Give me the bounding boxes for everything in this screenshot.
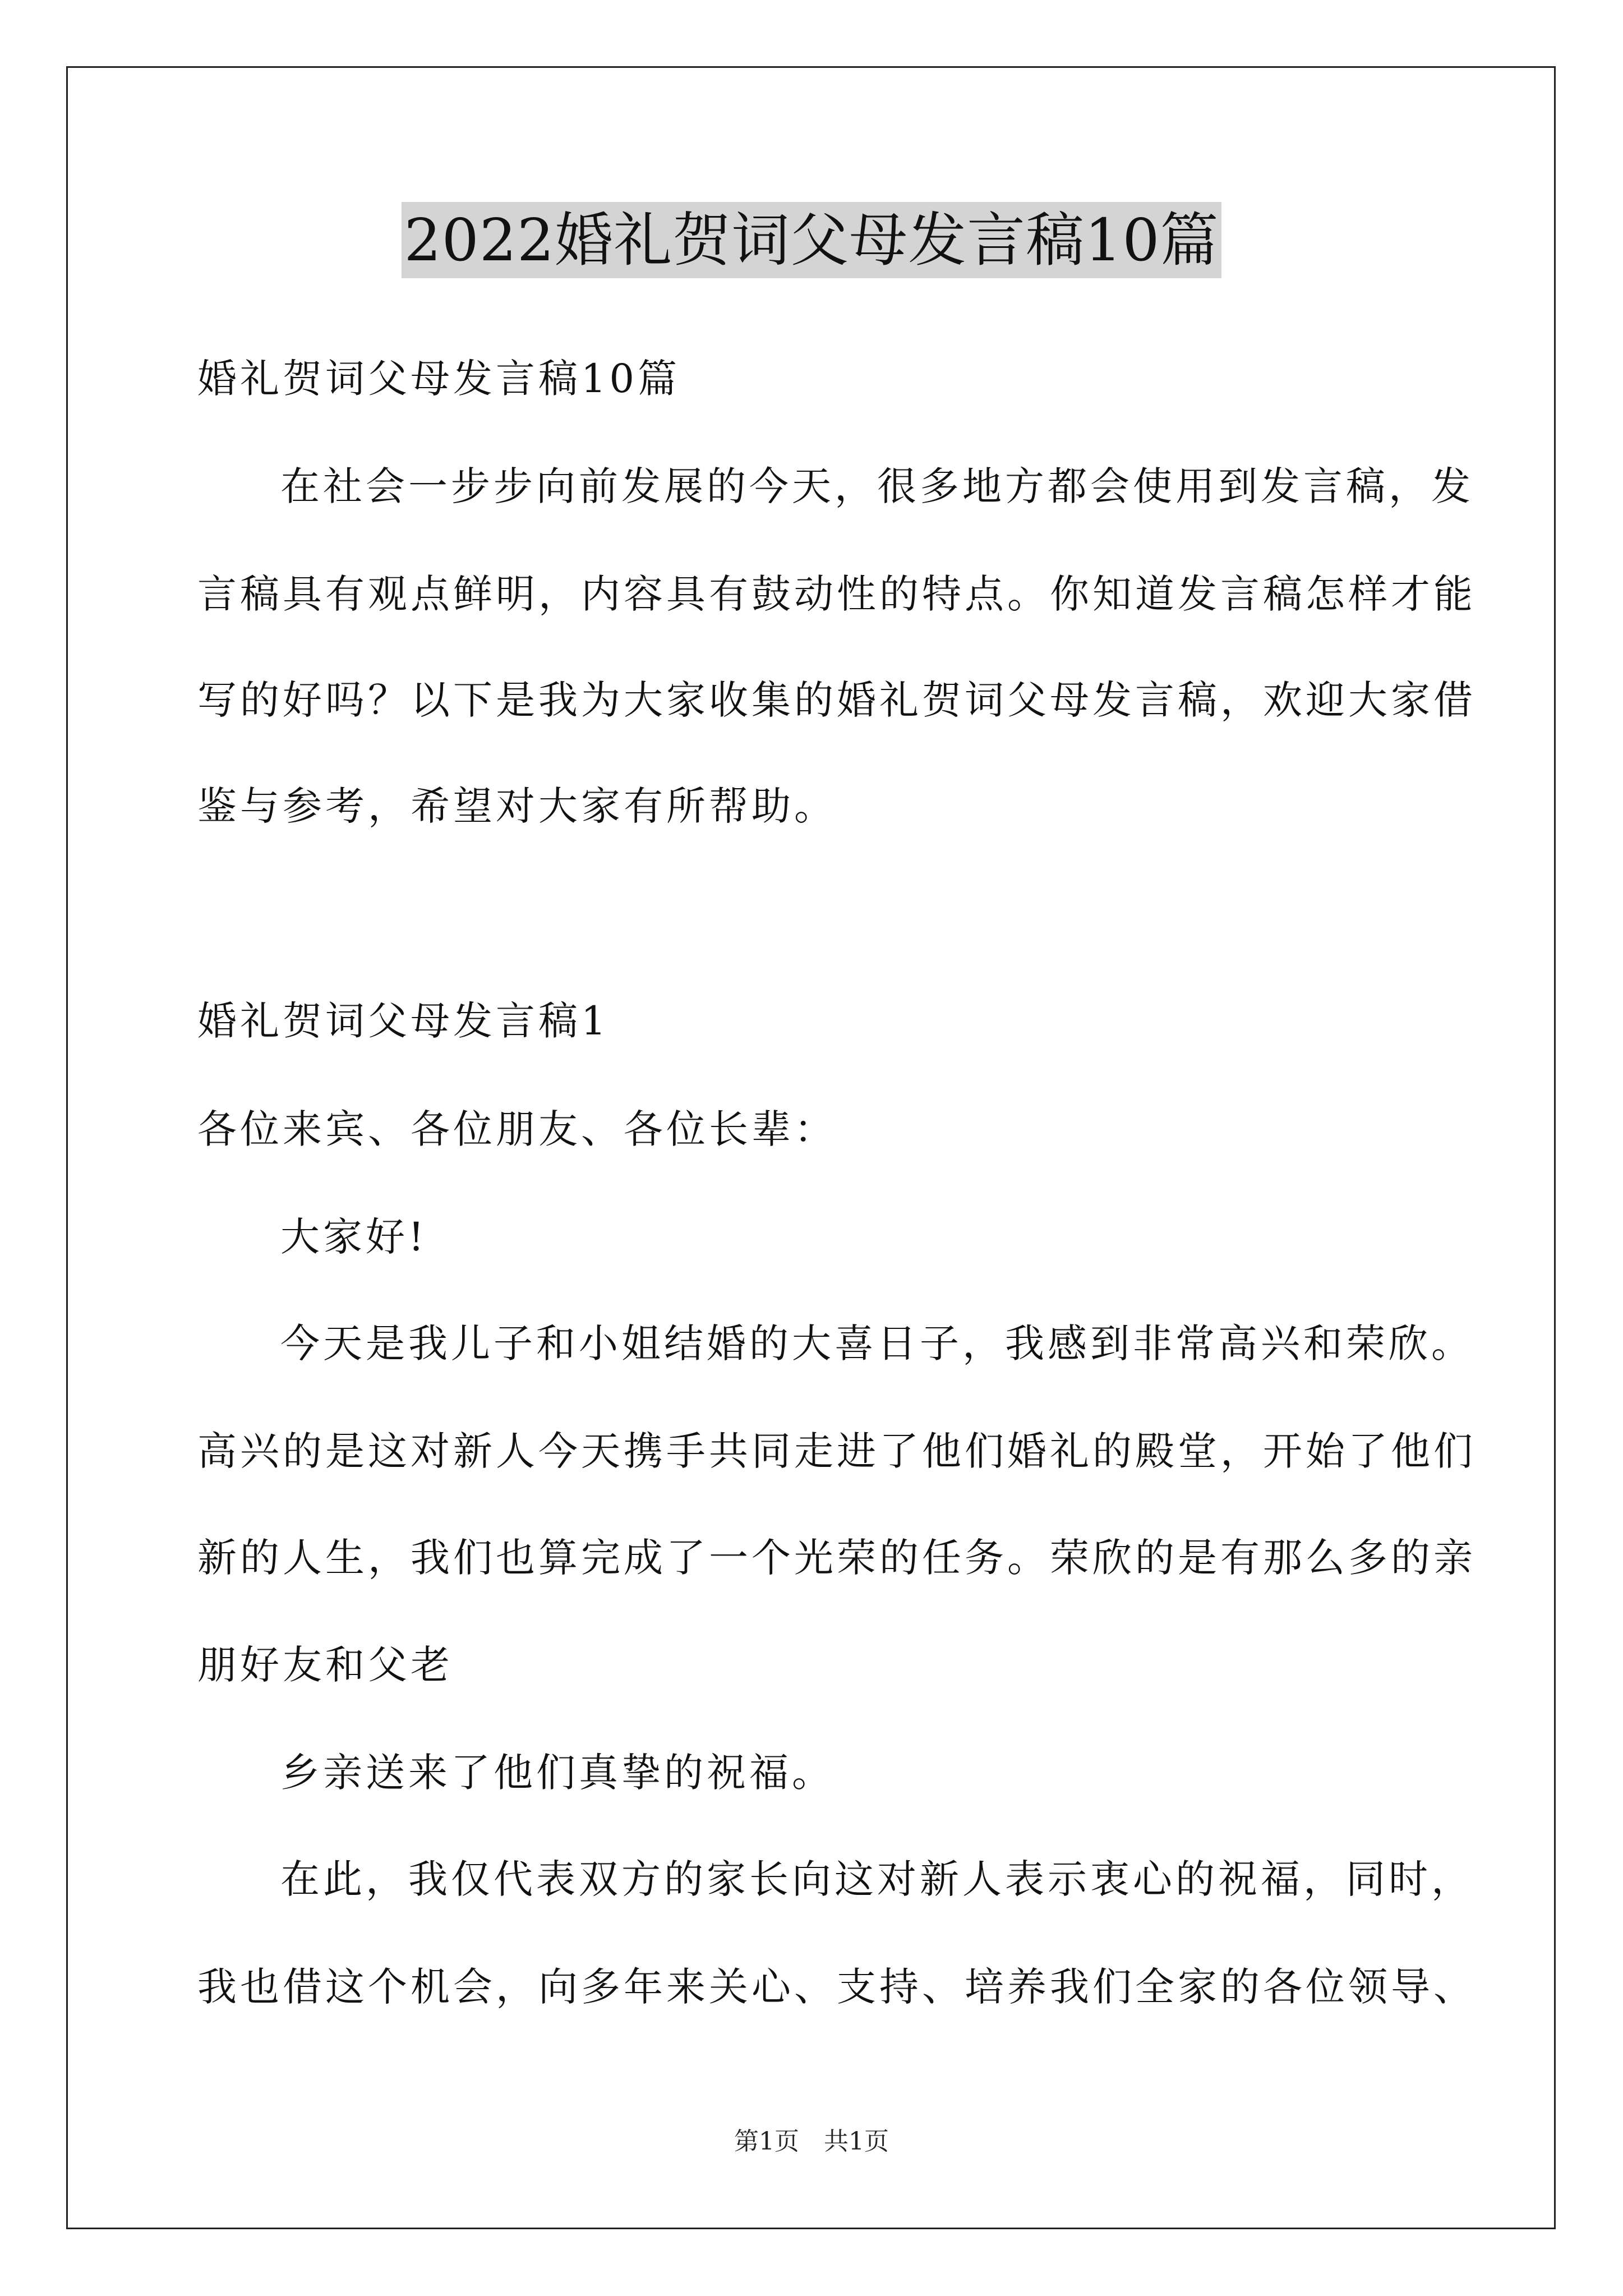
- intro-line: 在社会一步步向前发展的今天，很多地方都会使用到发言稿，发: [280, 463, 1474, 509]
- body-line: 乡亲送来了他们真挚的祝福。: [280, 1750, 834, 1796]
- document-title: 2022婚礼贺词父母发言稿10篇: [402, 202, 1221, 278]
- section-heading: 婚礼贺词父母发言稿1: [197, 998, 610, 1044]
- page-footer: 第1页 共1页: [734, 2127, 889, 2156]
- title-container: [0, 202, 1623, 278]
- intro-line: 鉴与参考，希望对大家有所帮助。: [197, 783, 837, 829]
- body-line: 高兴的是这对新人今天携手共同走进了他们婚礼的殿堂，开始了他们: [197, 1428, 1476, 1474]
- body-line: 朋好友和父老: [197, 1642, 453, 1688]
- body-line: 新的人生，我们也算完成了一个光荣的任务。荣欣的是有那么多的亲: [197, 1535, 1476, 1581]
- subtitle: 婚礼贺词父母发言稿10篇: [197, 356, 681, 402]
- salutation: 各位来宾、各位朋友、各位长辈：: [197, 1106, 837, 1152]
- body-line: 在此，我仅代表双方的家长向这对新人表示衷心的祝福，同时，: [280, 1856, 1474, 1902]
- intro-line: 写的好吗？以下是我为大家收集的婚礼贺词父母发言稿，欢迎大家借: [197, 677, 1476, 723]
- body-line: 我也借这个机会，向多年来关心、支持、培养我们全家的各位领导、: [197, 1964, 1476, 2010]
- greeting: 大家好!: [280, 1214, 428, 1260]
- body-line: 今天是我儿子和小姐结婚的大喜日子，我感到非常高兴和荣欣。: [280, 1320, 1474, 1366]
- intro-line: 言稿具有观点鲜明，内容具有鼓动性的特点。你知道发言稿怎样才能: [197, 571, 1476, 617]
